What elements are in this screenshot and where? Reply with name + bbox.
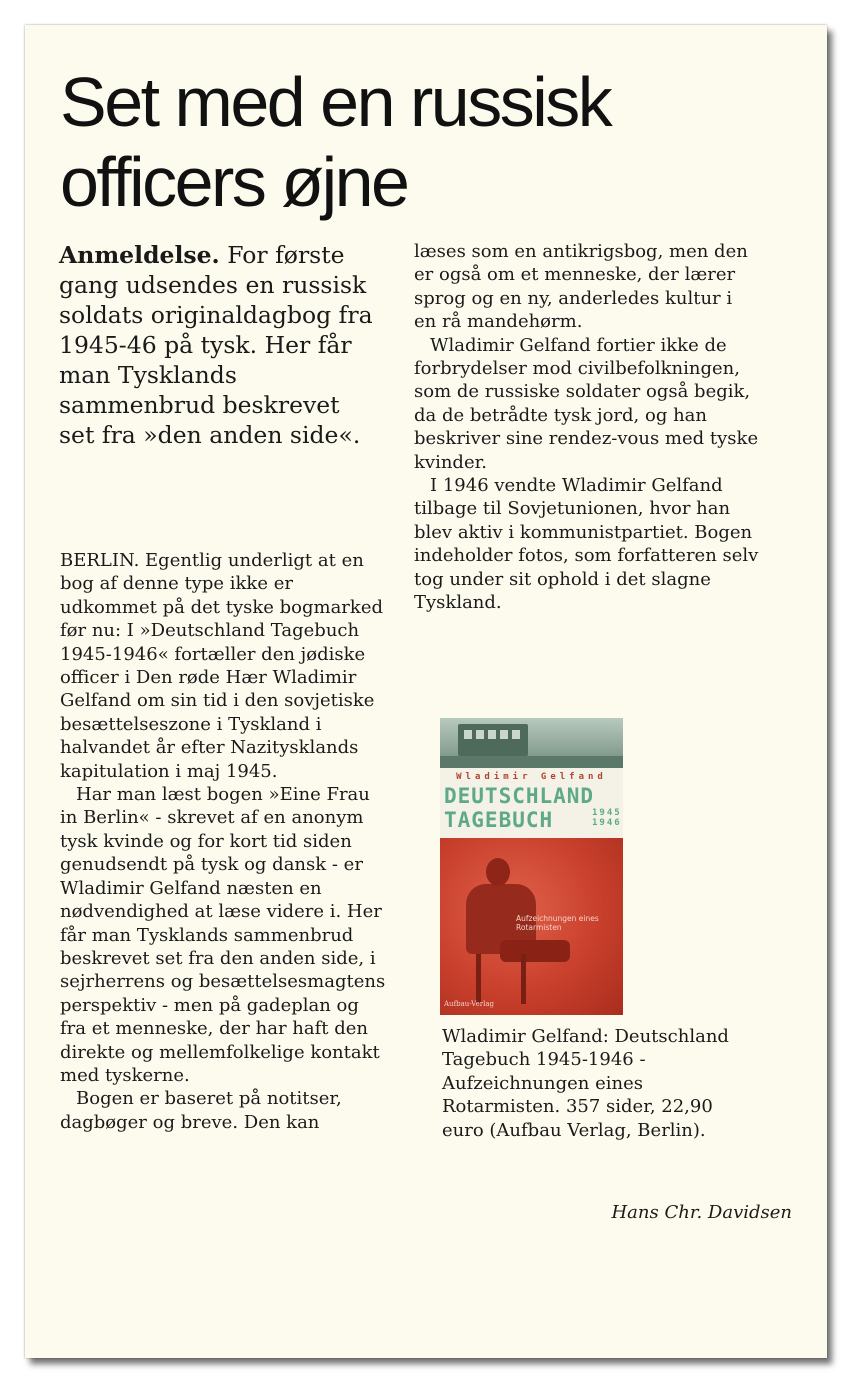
cover-title-line2: TAGEBUCH <box>444 808 554 832</box>
cover-author: Wladimir Gelfand <box>456 772 607 782</box>
soldier-figure-head <box>486 858 510 886</box>
cover-title-line1: DEUTSCHLAND <box>444 784 595 808</box>
body-paragraph: BERLIN. Egentlig underligt at en bog af denne type ikke er udkommet på det tyske bogmarked før nu: I »Deutschland Tagebuch 1945-1946« fortæller den jødiske officer i Den røde Hær Wladimir Gelfand om sin tid i den sovjetiske besættelseszone i Tyskland i halvandet år efter Nazitysklands kapitulation i maj 1945. <box>60 550 383 782</box>
article-byline: Hans Chr. Davidsen <box>611 1202 792 1223</box>
book-cover-image <box>440 718 623 1015</box>
article-headline: Set med en russisk officers øjne <box>60 63 611 221</box>
lead-text: For første gang udsendes en russisk soldats originaldagbog fra 1945-46 på tysk. Her får man Tysklands sammenbrud beskrevet set fra »den anden side«. <box>59 241 373 449</box>
article-body-right-column <box>414 240 759 615</box>
cover-years <box>592 808 620 828</box>
cover-subtitle: Aufzeichnungen eines Rotarmisten <box>516 914 599 932</box>
cover-publisher: Aufbau-Verlag <box>444 1000 494 1008</box>
cover-year-end: 1946 <box>592 818 622 828</box>
tram-shape <box>458 724 528 756</box>
lead-label: Anmeldelse. <box>59 241 220 269</box>
article-lead <box>59 240 379 450</box>
tram-windows <box>464 730 522 739</box>
cover-street <box>440 756 623 768</box>
chair-shape <box>476 954 526 1004</box>
body-paragraph: I 1946 vendte Wladimir Gelfand tilbage til Sovjetunionen, hvor han blev aktiv i kommunistpartiet. Bogen indeholder fotos, som forfatteren selv tog under sit ophold i det slagne Tyskland. <box>414 475 759 614</box>
cover-year-start: 1945 <box>592 808 622 818</box>
body-paragraph: Har man læst bogen »Eine Frau in Berlin« - skrevet af en anonym tysk kvinde og for kort tid siden genudsendt på tysk og dansk - er Wladimir Gelfand næsten en nødvendighed at læse videre i. Her får man Tysklands sammenbrud beskrevet set fra den anden side, i sejrherrens og besættelsesmagtens perspektiv - men på gadeplan og fra et menneske, der har haft den direkte og mellemfolkelige kontakt med tyskerne. <box>60 784 386 1086</box>
body-paragraph: Bogen er baseret på notitser, dagbøger og breve. Den kan <box>60 1088 342 1133</box>
article-body-left-column <box>60 549 390 1134</box>
body-paragraph: Wladimir Gelfand fortier ikke de forbrydelser mod civilbefolkningen, som de russiske soldater også begik, da de betrådte tysk jord, og han beskriver sine rendez-vous med tyske kvinder. <box>414 334 759 473</box>
body-paragraph: læses som en antikrigsbog, men den er også om et menneske, der lærer sprog og en ny, anderledes kultur i en rå mandehørm. <box>414 241 748 333</box>
book-caption: Wladimir Gelfand: Deutschland Tagebuch 1945-1946 - Aufzeichnungen eines Rotarmisten. 357 sider, 22,90 euro (Aufbau Verlag, Berlin). <box>442 1026 729 1141</box>
